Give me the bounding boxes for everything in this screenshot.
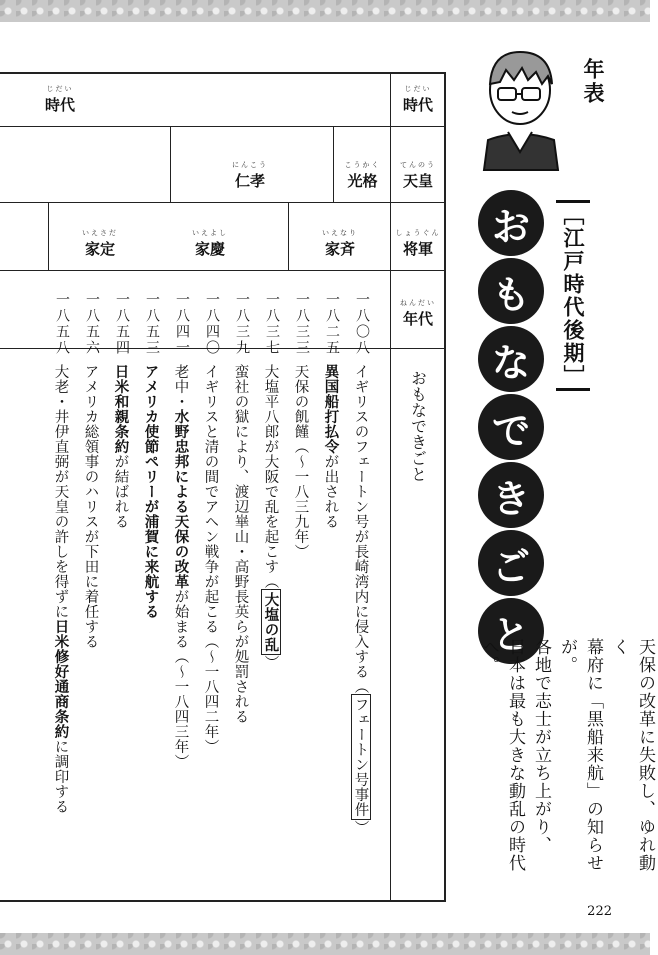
event-1854: 日米和親条約が結ばれる <box>112 364 129 529</box>
column-divider <box>48 202 49 270</box>
shogun-ieyoshi: いえよし 家慶 <box>192 229 228 258</box>
row-divider <box>0 202 444 203</box>
nenpyo-title: 年表 <box>581 58 605 106</box>
event-1837: 大塩平八郎が大阪で乱を起こす（大塩の乱） <box>262 364 279 670</box>
event-1825: 異国船打払令が出される <box>322 364 339 529</box>
title-circle: お <box>478 190 544 256</box>
event-1858: 大老・井伊直弼が天皇の許しを得ずに日米修好通商条約に調印する <box>52 364 69 814</box>
year-1839: 一八三九 <box>234 292 250 356</box>
year-1841: 一八四一 <box>174 292 190 356</box>
year-1833: 一八三三 <box>294 292 310 356</box>
year-1837: 一八三七 <box>264 292 280 356</box>
title-circle: と <box>478 598 544 664</box>
header-jidai: じだい 時代 <box>402 85 433 114</box>
year-1858: 一八五八 <box>54 292 70 356</box>
year-1808: 一八〇八 <box>354 292 370 356</box>
emperor-ninko: にんこう 仁孝 <box>232 161 268 190</box>
column-divider <box>288 202 289 270</box>
event-1808: イギリスのフェートン号が長崎湾内に侵入する（フェートン号事件） <box>352 364 369 835</box>
top-pattern-band <box>0 0 650 22</box>
title-circle: き <box>478 462 544 528</box>
header-shogun: しょうぐん 将軍 <box>395 229 441 258</box>
event-1833: 天保の飢饉（〜一八三九年） <box>292 364 309 559</box>
bottom-pattern-band <box>0 933 650 955</box>
row-divider <box>0 270 444 271</box>
shogun-ienari: いえなり 家斉 <box>322 229 358 258</box>
year-1825: 一八二五 <box>324 292 340 356</box>
author-avatar <box>478 40 564 170</box>
intro-description: 天保の改革に失敗し、ゆれ動く 幕府に「黒船来航」の知らせが。 各地で志士が立ち上がり、 日本は最も大きな動乱の時代へ。 <box>479 638 655 872</box>
page-number: 222 <box>587 904 612 919</box>
title-circle: ご <box>478 530 544 596</box>
event-1839: 蛮社の獄により、渡辺崋山・高野長英らが処罰される <box>232 364 249 724</box>
year-1854: 一八五四 <box>114 292 130 356</box>
title-circle: で <box>478 394 544 460</box>
emperor-kokaku: こうかく 光格 <box>344 161 381 190</box>
column-divider <box>333 126 334 202</box>
event-1856: アメリカ総領事のハリスが下田に着任する <box>82 364 99 649</box>
main-title-circles <box>478 190 548 666</box>
column-divider <box>170 126 171 202</box>
header-nendai: ねんだい 年代 <box>400 299 436 328</box>
event-1840: イギリスと清の間でアヘン戦争が起こる（〜一八四二年） <box>202 364 219 754</box>
event-1853: アメリカ使節ペリーが浦賀に来航する <box>142 364 159 619</box>
title-circle: な <box>478 326 544 392</box>
year-1853: 一八五三 <box>144 292 160 356</box>
row-divider <box>0 126 444 127</box>
timeline-table <box>0 72 446 902</box>
header-events: おもなできごと <box>408 370 428 482</box>
event-1841: 老中・水野忠邦による天保の改革が始まる（〜一八四三年） <box>172 364 189 769</box>
year-1840: 一八四〇 <box>204 292 220 356</box>
column-divider <box>390 74 391 902</box>
jidai-value: じだい 時代 <box>44 85 75 114</box>
era-subtitle: ［江戸時代後期］ <box>556 200 590 391</box>
year-1856: 一八五六 <box>84 292 100 356</box>
header-tenno: てんのう 天皇 <box>400 161 436 190</box>
shogun-iesada: いえさだ 家定 <box>82 229 118 258</box>
title-circle: も <box>478 258 544 324</box>
